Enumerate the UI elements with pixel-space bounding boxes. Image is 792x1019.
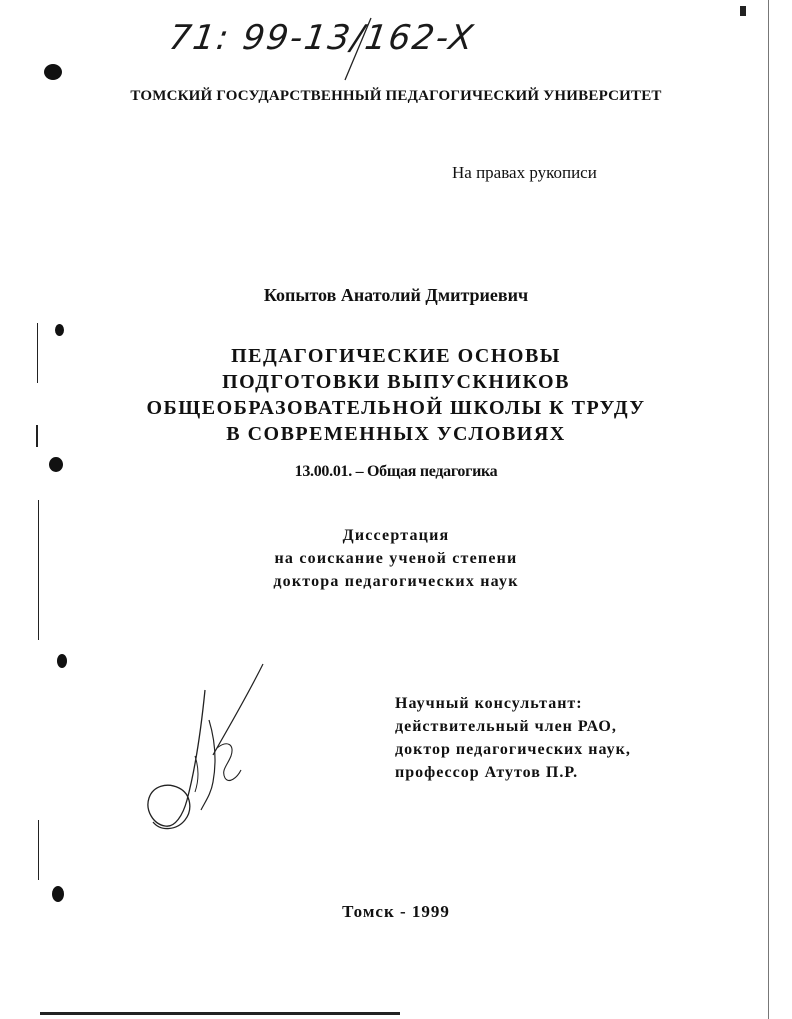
dissertation-title xyxy=(0,343,792,447)
author-name: Копытов Анатолий Дмитриевич xyxy=(263,285,529,305)
title-line-3: ОБЩЕОБРАЗОВАТЕЛЬНОЙ ШКОЛЫ К ТРУДУ xyxy=(146,397,646,419)
scan-edge-line-3 xyxy=(38,500,39,640)
scan-corner-mark xyxy=(740,6,746,16)
scan-edge-line-4 xyxy=(38,820,39,880)
scan-edge-line-1 xyxy=(37,323,38,383)
punch-hole-mark-3 xyxy=(49,457,63,472)
scan-edge-line-2 xyxy=(36,425,38,447)
signature-drawing xyxy=(135,660,275,840)
scan-bottom-line xyxy=(40,1012,400,1015)
scan-edge-line-right xyxy=(768,0,769,1019)
title-line-1: ПЕДАГОГИЧЕСКИЕ ОСНОВЫ xyxy=(231,345,561,367)
punch-hole-mark-4 xyxy=(57,654,67,668)
city-and-year: Томск - 1999 xyxy=(342,902,450,921)
punch-hole-mark-2 xyxy=(55,324,64,336)
title-line-4: В СОВРЕМЕННЫХ УСЛОВИЯХ xyxy=(226,423,566,445)
rights-note: На правах рукописи xyxy=(452,163,597,182)
punch-hole-mark-1 xyxy=(44,64,62,80)
degree-line-3: доктора педагогических наук xyxy=(273,573,519,590)
handwritten-slash-mark xyxy=(335,14,385,84)
specialty-code: 13.00.01. – Общая педагогика xyxy=(294,463,498,480)
degree-block xyxy=(0,524,792,593)
degree-line-1: Диссертация xyxy=(342,527,450,544)
title-line-2: ПОДГОТОВКИ ВЫПУСКНИКОВ xyxy=(222,371,570,393)
consultant-line-3: доктор педагогических наук, xyxy=(395,741,631,758)
consultant-line-4: профессор Атутов П.Р. xyxy=(395,764,579,781)
consultant-line-1: Научный консультант: xyxy=(395,695,583,712)
archive-code-handwritten: 71: 99-13/162-X xyxy=(166,18,478,58)
university-name: ТОМСКИЙ ГОСУДАРСТВЕННЫЙ ПЕДАГОГИЧЕСКИЙ УНИВЕРСИТЕТ xyxy=(130,88,662,104)
degree-line-2: на соискание ученой степени xyxy=(274,550,518,567)
consultant-line-2: действительный член РАО, xyxy=(395,718,617,735)
punch-hole-mark-5 xyxy=(52,886,64,902)
